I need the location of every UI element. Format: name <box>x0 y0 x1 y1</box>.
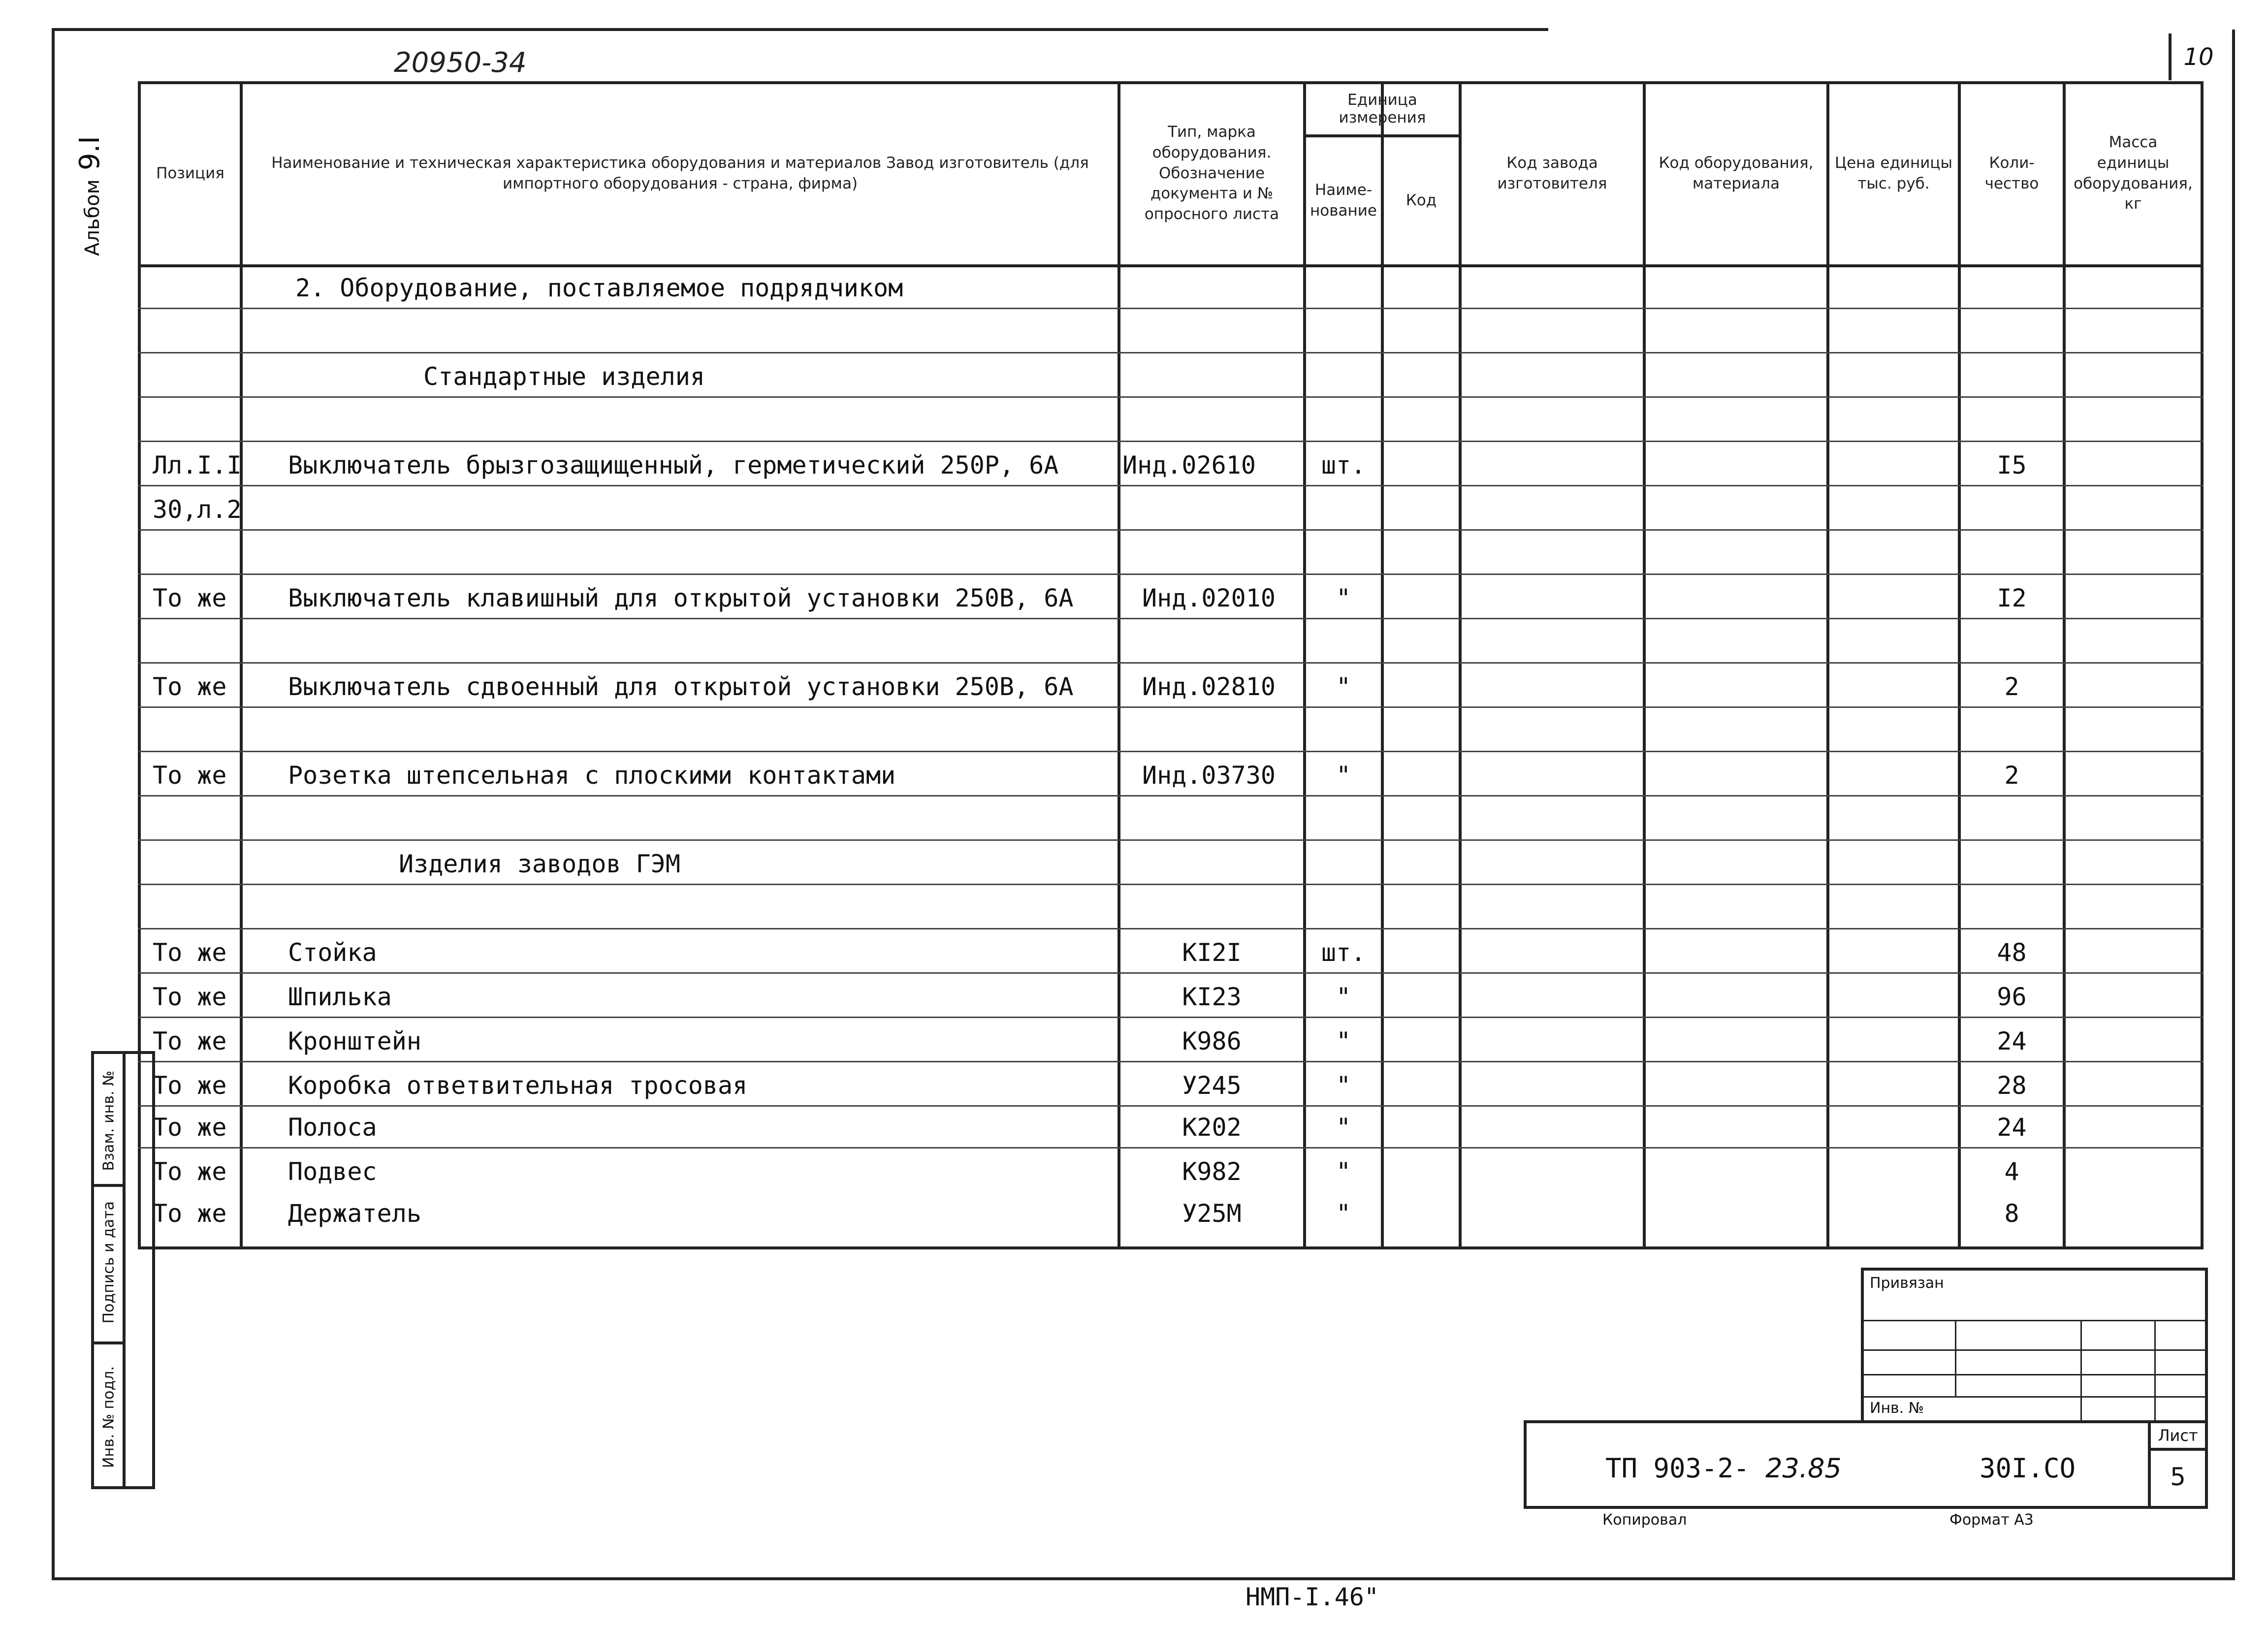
copied-label: Копировал <box>1602 1511 1687 1529</box>
album-text: Альбом <box>81 179 104 256</box>
row-name: Подвес <box>288 1157 377 1186</box>
row-pos: То же <box>153 761 227 790</box>
doc-code-handwritten: 20950-34 <box>394 47 527 79</box>
sheet-label: Лист <box>2151 1426 2205 1451</box>
col-quantity: Коли- чество <box>1984 154 2039 192</box>
row-pos: То же <box>153 1071 227 1100</box>
row-pos: 30,л.2 <box>153 495 242 524</box>
row-unit: " <box>1336 1071 1351 1100</box>
row-type: Инд.02010 <box>1142 584 1276 612</box>
subsection-standard: Стандартные изделия <box>423 362 705 391</box>
col-factory-code: Код завода изготовителя <box>1497 154 1607 192</box>
col-equipment-code: Код оборудования, материала <box>1659 154 1814 192</box>
col-unit-code: Код <box>1406 192 1437 210</box>
col-mass: Масса единицы оборудования, кг <box>2074 133 2193 213</box>
album-label <box>74 136 106 256</box>
row-unit: " <box>1336 983 1351 1011</box>
row-unit: " <box>1336 1157 1351 1186</box>
row-qty: 2 <box>2004 672 2019 701</box>
row-pos: То же <box>153 584 227 612</box>
stamp-inv-orig: Инв. № подл. <box>100 1366 118 1468</box>
row-qty: 24 <box>1997 1113 2027 1142</box>
row-unit: " <box>1336 1199 1351 1228</box>
row-type: Инд.02610 <box>1122 451 1256 479</box>
section-title: 2. Оборудование, поставляемое подрядчиком <box>295 274 903 302</box>
album-number: 9.I <box>74 136 106 171</box>
row-type: Инд.03730 <box>1142 761 1276 790</box>
row-qty: 96 <box>1997 983 2027 1011</box>
row-type: Инд.02810 <box>1142 672 1276 701</box>
col-unit-group: Единица измерения <box>1339 91 1426 127</box>
row-name: Выключатель брызгозащищенный, герметический 250Р, 6А <box>288 451 1059 479</box>
stamp-inv-replace: Взам. инв. № <box>100 1070 118 1171</box>
form-mark: НМП-I.46" <box>1246 1583 1379 1611</box>
col-position: Позиция <box>156 164 224 182</box>
col-name: Наименование и техническая характеристика оборудования и материалов Завод изготовитель (для импортного оборудования - страна, фирма) <box>271 154 1089 192</box>
privyazan-label: Привязан <box>1870 1275 1944 1292</box>
row-unit: " <box>1336 1113 1351 1142</box>
row-name: Стойка <box>288 938 377 967</box>
row-qty: 48 <box>1997 938 2027 967</box>
row-qty: 24 <box>1997 1027 2027 1055</box>
sheet-number: 5 <box>2170 1463 2186 1491</box>
code-prefix: ТП 903-2- <box>1605 1453 1750 1484</box>
row-name: Коробка ответвительная тросовая <box>288 1071 748 1100</box>
row-pos: То же <box>153 1027 227 1055</box>
row-qty: 28 <box>1997 1071 2027 1100</box>
row-pos: То же <box>153 938 227 967</box>
row-qty: 8 <box>2004 1199 2019 1228</box>
row-pos: То же <box>153 1157 227 1186</box>
row-name: Выключатель клавишный для открытой установки 250В, 6А <box>288 584 1074 612</box>
row-type: KI23 <box>1182 983 1242 1011</box>
row-unit: " <box>1336 672 1351 701</box>
page-number: 10 <box>2169 33 2226 80</box>
attachment-block <box>1861 1268 2208 1423</box>
row-pos: То же <box>153 1113 227 1142</box>
row-qty: 4 <box>2004 1157 2019 1186</box>
specification-table <box>138 81 2205 1248</box>
row-pos: Лл.I.I <box>153 451 242 479</box>
row-unit: шт. <box>1321 938 1366 967</box>
row-unit: шт. <box>1321 451 1366 479</box>
row-name: Розетка штепсельная с плоскими контактами <box>288 761 896 790</box>
row-type: К202 <box>1182 1113 1242 1142</box>
row-qty: I2 <box>1997 584 2027 612</box>
row-name: Кронштейн <box>288 1027 421 1055</box>
code-handwritten: 23.85 <box>1765 1453 1842 1484</box>
subsection-gem: Изделия заводов ГЭМ <box>399 850 680 878</box>
row-unit: " <box>1336 1027 1351 1055</box>
stamp-sign-date: Подпись и дата <box>100 1201 118 1324</box>
project-code <box>1605 1453 1842 1484</box>
inv-no-label: Инв. № <box>1870 1400 1924 1417</box>
sheet-box <box>2148 1423 2205 1509</box>
row-name: Шпилька <box>288 983 392 1011</box>
col-unit-name: Наиме- нование <box>1310 181 1377 220</box>
col-type: Тип, марка оборудования. Обозначение документа и № опросного листа <box>1144 123 1279 223</box>
col-price: Цена единицы тыс. руб. <box>1835 154 1952 192</box>
row-pos: То же <box>153 983 227 1011</box>
row-qty: I5 <box>1997 451 2027 479</box>
row-name: Держатель <box>288 1199 421 1228</box>
row-name: Полоса <box>288 1113 377 1142</box>
row-pos: То же <box>153 1199 227 1228</box>
row-qty: 2 <box>2004 761 2019 790</box>
row-type: К986 <box>1182 1027 1242 1055</box>
row-name: Выключатель сдвоенный для открытой установки 250В, 6А <box>288 672 1074 701</box>
row-pos: То же <box>153 672 227 701</box>
margin-stamp <box>91 1051 155 1489</box>
title-block <box>1524 1420 2208 1509</box>
doc-number: 30I.CO <box>1980 1453 2076 1484</box>
row-type: К982 <box>1182 1157 1242 1186</box>
row-unit: " <box>1336 761 1351 790</box>
row-type: KI2I <box>1182 938 1242 967</box>
row-type: У25М <box>1182 1199 1242 1228</box>
row-type: У245 <box>1182 1071 1242 1100</box>
format-label: Формат А3 <box>1949 1511 2034 1529</box>
row-unit: " <box>1336 584 1351 612</box>
